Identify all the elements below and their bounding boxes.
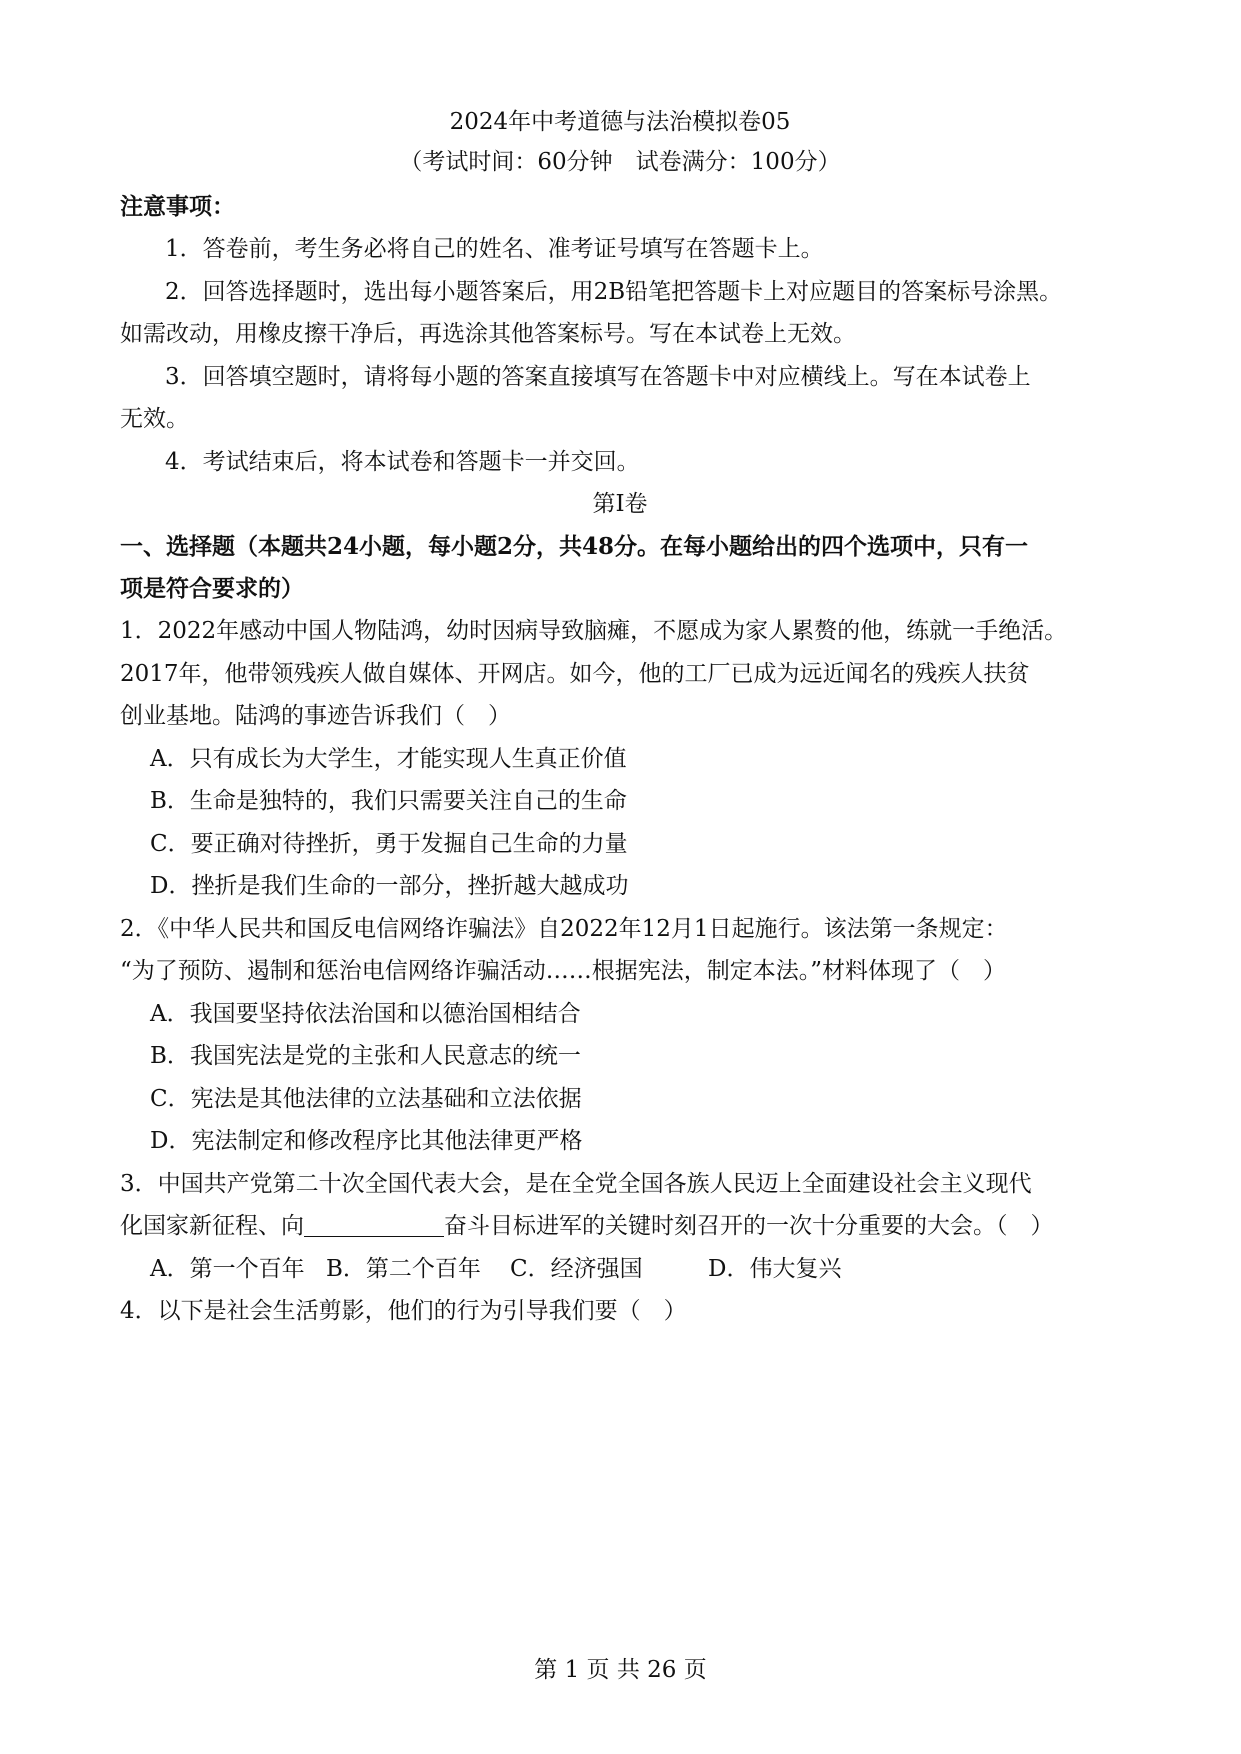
notice-item-2-cont: 如需改动，用橡皮擦干净后，再选涂其他答案标号。写在本试卷上无效。 [120,321,856,347]
notice-item-1: 1．答卷前，考生务必将自己的姓名、准考证号填写在答题卡上。 [165,236,824,262]
volume-heading: 第Ⅰ卷 [592,491,648,517]
question-1-option-c: C．要正确对待挫折，勇于发掘自己生命的力量 [150,831,628,857]
question-3-option-d: D．伟大复兴 [708,1256,842,1282]
question-1-option-b: B．生命是独特的，我们只需要关注自己的生命 [150,788,627,814]
question-2-option-a: A．我国要坚持依法治国和以德治国相结合 [150,1001,581,1027]
question-3-option-b: B．第二个百年 [326,1256,481,1282]
notice-item-4: 4．考试结束后，将本试卷和答题卡一并交回。 [165,449,640,475]
question-3-text-after-blank: 奋斗目标进军的关键时刻召开的一次十分重要的大会。（ ） [444,1213,1054,1239]
question-1-option-a: A．只有成长为大学生，才能实现人生真正价值 [150,746,627,772]
question-1-line3: 创业基地。陆鸿的事迹告诉我们（ ） [120,703,511,729]
question-4-line1: 4．以下是社会生活剪影，他们的行为引导我们要（ ） [120,1298,687,1324]
notice-heading: 注意事项： [120,193,235,220]
question-1-option-d: D．挫折是我们生命的一部分，挫折越大越成功 [150,873,629,899]
question-2-line2: “为了预防、遏制和惩治电信网络诈骗活动……根据宪法，制定本法。”材料体现了（ ） [120,958,1007,984]
question-3-line2 [120,1211,1130,1241]
notice-item-2: 2．回答选择题时，选出每小题答案后，用2B铅笔把答题卡上对应题目的答案标号涂黑。 [165,279,1063,305]
question-2-line1: 2．《中华人民共和国反电信网络诈骗法》自2022年12月1日起施行。该法第一条规定： [120,916,1008,942]
section-heading-line1: 一、选择题（本题共24小题，每小题2分，共48分。在每小题给出的四个选项中，只有一 [120,533,1029,560]
exam-title: 2024年中考道德与法治模拟卷05 [449,109,791,135]
notice-item-3-cont: 无效。 [120,406,189,432]
question-3-option-a: A．第一个百年 [150,1256,305,1282]
section-heading-line2: 项是符合要求的） [120,575,304,602]
question-2-option-b: B．我国宪法是党的主张和人民意志的统一 [150,1043,581,1069]
question-2-option-d: D．宪法制定和修改程序比其他法律更严格 [150,1128,583,1154]
question-1-line1: 1．2022年感动中国人物陆鸿，幼时因病导致脑瘫，不愿成为家人累赘的他，练就一手绝活。 [120,618,1068,644]
question-3-options [150,1254,1130,1284]
exam-subtitle: （考试时间：60分钟 试卷满分：100分） [399,149,841,175]
question-1-line2: 2017年，他带领残疾人做自媒体、开网店。如今，他的工厂已成为远近闻名的残疾人扶贫 [120,661,1030,687]
question-2-option-c: C．宪法是其他法律的立法基础和立法依据 [150,1086,582,1112]
question-3-text-before-blank: 化国家新征程、向 [120,1213,304,1239]
page-footer: 第 1 页 共 26 页 [534,1657,707,1683]
notice-item-3: 3．回答填空题时，请将每小题的答案直接填写在答题卡中对应横线上。写在本试卷上 [165,364,1031,390]
answer-blank [304,1214,444,1237]
question-3-line1: 3．中国共产党第二十次全国代表大会，是在全党全国各族人民迈上全面建设社会主义现代 [120,1171,1032,1197]
question-3-option-c: C．经济强国 [510,1256,643,1282]
